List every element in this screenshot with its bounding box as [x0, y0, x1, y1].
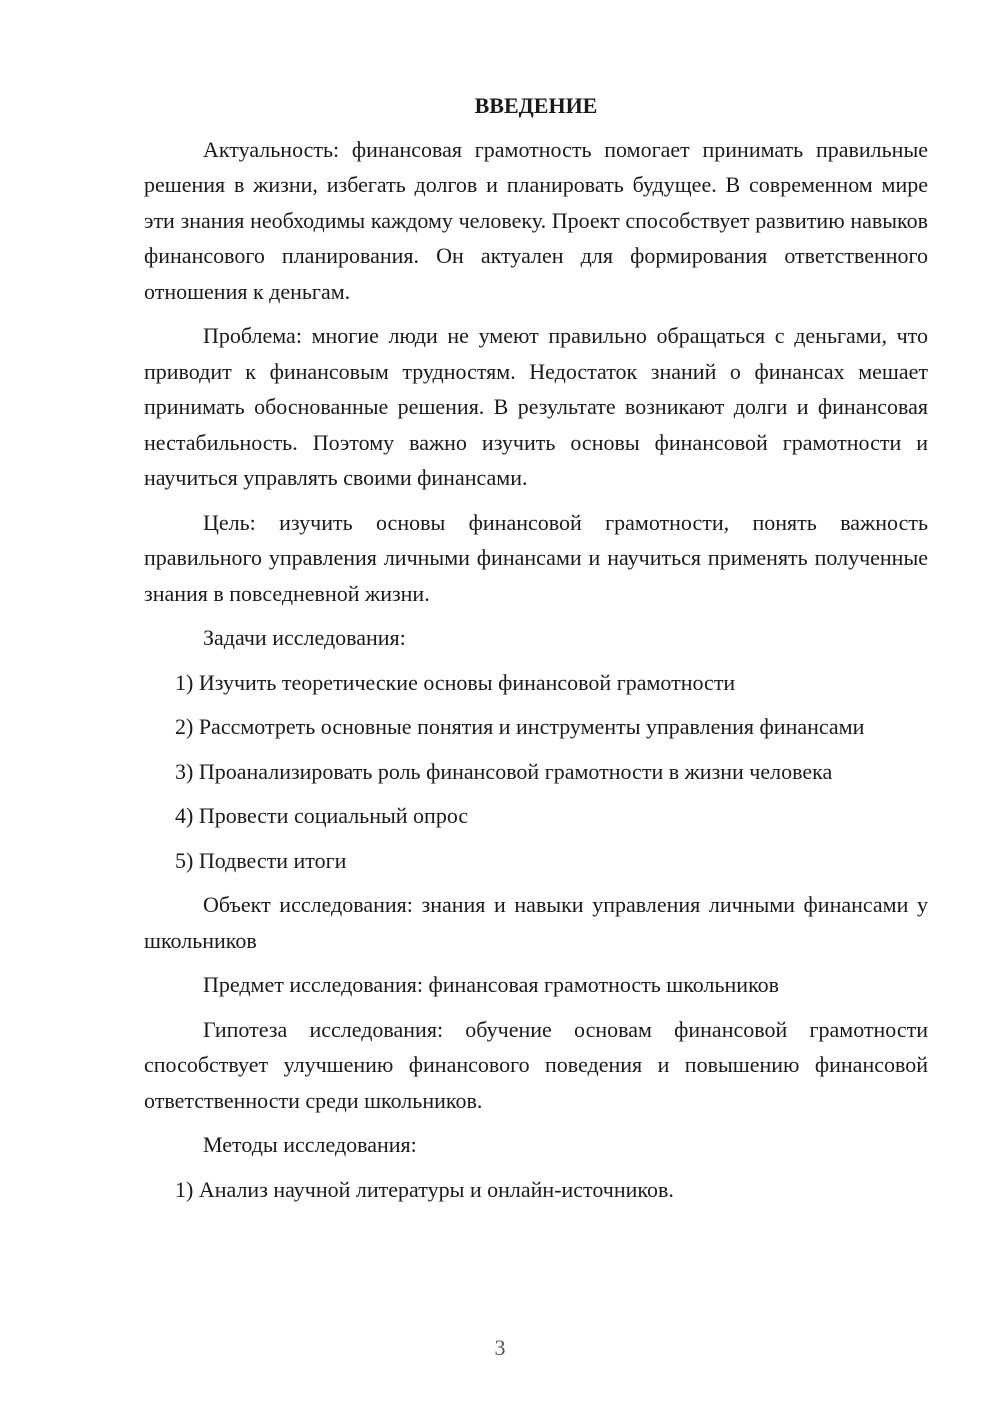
section-title: ВВЕДЕНИЕ [474, 93, 598, 118]
page-content [144, 88, 928, 1216]
tasks-heading: Задачи исследования: [203, 625, 406, 650]
task-item: 4) Провести социальный опрос [175, 803, 469, 828]
page-number: 3 [494, 1335, 506, 1360]
task-item: 5) Подвести итоги [175, 847, 347, 873]
relevance-paragraph: Актуальность: финансовая грамотность помогает принимать правильные решения в жизни, избегать долгов и планировать будущее. В современном мире эти знания необходимы каждому человеку. Проект способствует развитию навыков финансового планирования. Он актуален для формирования ответственного отношения к деньгам. [144, 136, 928, 304]
subject-paragraph: Предмет исследования: финансовая грамотность школьников [203, 972, 780, 997]
method-item: 1) Анализ научной литературы и онлайн-источников. [175, 1176, 674, 1202]
object-paragraph: Объект исследования: знания и навыки управления личными финансами у школьников [144, 892, 928, 953]
goal-paragraph: Цель: изучить основы финансовой грамотности, понять важность правильного управления личными финансами и научиться применять полученные знания в повседневной жизни. [144, 509, 928, 606]
task-item: 2) Рассмотреть основные понятия и инструменты управления финансами [175, 714, 865, 739]
hypothesis-paragraph: Гипотеза исследования: обучение основам финансовой грамотности способствует улучшению финансового поведения и повышению финансовой ответственности среди школьников. [144, 1016, 928, 1113]
task-item: 1) Изучить теоретические основы финансовой грамотности [175, 669, 736, 695]
methods-heading: Методы исследования: [203, 1132, 417, 1157]
problem-paragraph: Проблема: многие люди не умеют правильно обращаться с деньгами, что приводит к финансовым трудностям. Недостаток знаний о финансах мешает принимать обоснованные решения. В результате возникают долги и финансовая нестабильность. Поэтому важно изучить основы финансовой грамотности и научиться управлять своими финансами. [144, 323, 928, 490]
task-item: 3) Проанализировать роль финансовой грамотности в жизни человека [175, 758, 833, 784]
